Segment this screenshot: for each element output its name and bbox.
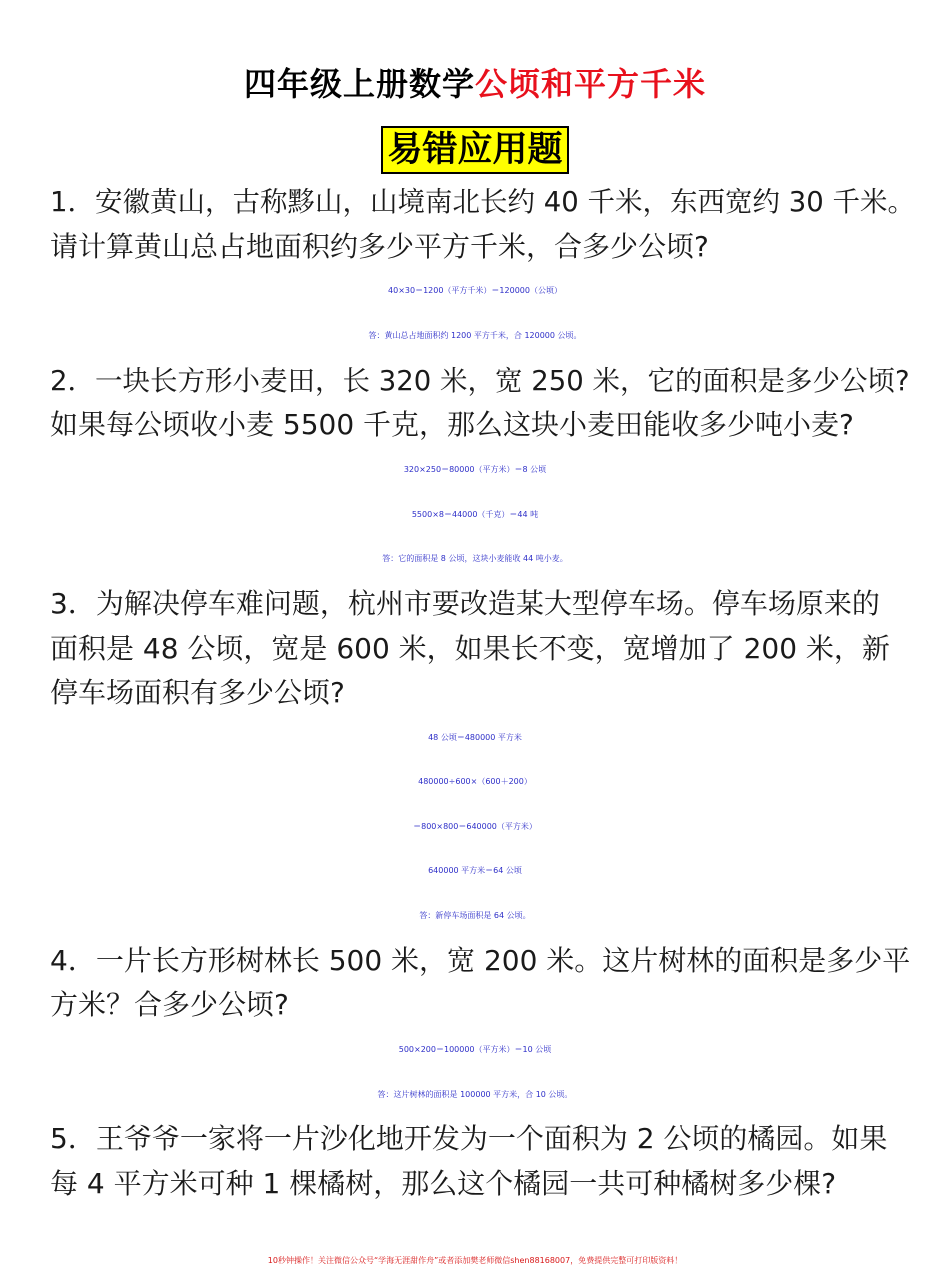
title-red-part: 公顷和平方千米 — [475, 65, 707, 103]
problem-3-solution-line-3: ＝800×800＝640000（平方米） — [413, 822, 537, 831]
problem-4-question-line-1: 4．一片长方形树林长 500 米，宽 200 米。这片树林的面积是多少平 — [50, 944, 911, 977]
problem-3-answer: 答：新停车场面积是 64 公顷。 — [419, 911, 531, 920]
problem-4-question-line-2: 方米？合多少公顷? — [50, 988, 289, 1021]
problem-2-answer: 答：它的面积是 8 公顷，这块小麦能收 44 吨小麦。 — [382, 554, 568, 563]
problem-3-solution-line-1: 48 公顷＝480000 平方米 — [428, 733, 522, 742]
title-black-part: 四年级上册数学 — [243, 65, 475, 103]
problem-1-answer: 答：黄山总占地面积约 1200 平方千米，合 120000 公顷。 — [368, 331, 582, 340]
subtitle-wrapper — [0, 126, 950, 174]
problem-3-question-line-1: 3．为解决停车难问题，杭州市要改造某大型停车场。停车场原来的 — [50, 587, 880, 620]
problem-4-answer: 答：这片树林的面积是 100000 平方米，合 10 公顷。 — [377, 1090, 573, 1099]
problem-5-question-line-2: 每 4 平方米可种 1 棵橘树，那么这个橘园一共可种橘树多少棵? — [50, 1167, 837, 1200]
problem-1-question-line-1: 1．安徽黄山，古称黟山，山境南北长约 40 千米，东西宽约 30 千米。 — [50, 186, 915, 218]
problem-5-question-line-1: 5．王爷爷一家将一片沙化地开发为一个面积为 2 公顷的橘园。如果 — [50, 1122, 888, 1155]
section-subtitle: 易错应用题 — [381, 126, 568, 174]
promo-footer: 10秒钟操作！关注微信公众号“学海无涯甜作舟”或者添加樊老师微信shen88168007，免费提供完整可打印版资料！ — [267, 1256, 683, 1265]
problem-3-question-line-2: 面积是 48 公顷，宽是 600 米，如果长不变，宽增加了 200 米，新 — [50, 632, 890, 665]
problem-1-solution-line-1: 40×30＝1200（平方千米）＝120000（公顷） — [388, 286, 562, 295]
problem-1-question-line-2: 请计算黄山总占地面积约多少平方千米，合多少公顷? — [50, 230, 709, 263]
problem-3-solution-line-4: 640000 平方米＝64 公顷 — [428, 866, 522, 875]
problem-2-solution-line-2: 5500×8＝44000（千克）＝44 吨 — [411, 510, 539, 519]
problem-2-question-line-1: 2．一块长方形小麦田，长 320 米，宽 250 米，它的面积是多少公顷? — [50, 365, 910, 397]
problem-2-solution-line-1: 320×250＝80000（平方米）＝8 公顷 — [403, 465, 547, 474]
problem-3-question-line-3: 停车场面积有多少公顷? — [50, 676, 345, 709]
problem-2-question-line-2: 如果每公顷收小麦 5500 千克，那么这块小麦田能收多少吨小麦? — [50, 408, 854, 441]
problem-3-solution-line-2: 480000÷600×（600＋200） — [418, 777, 532, 786]
problem-4-solution-line-1: 500×200＝100000（平方米）＝10 公顷 — [398, 1045, 552, 1054]
page-title — [0, 44, 950, 124]
